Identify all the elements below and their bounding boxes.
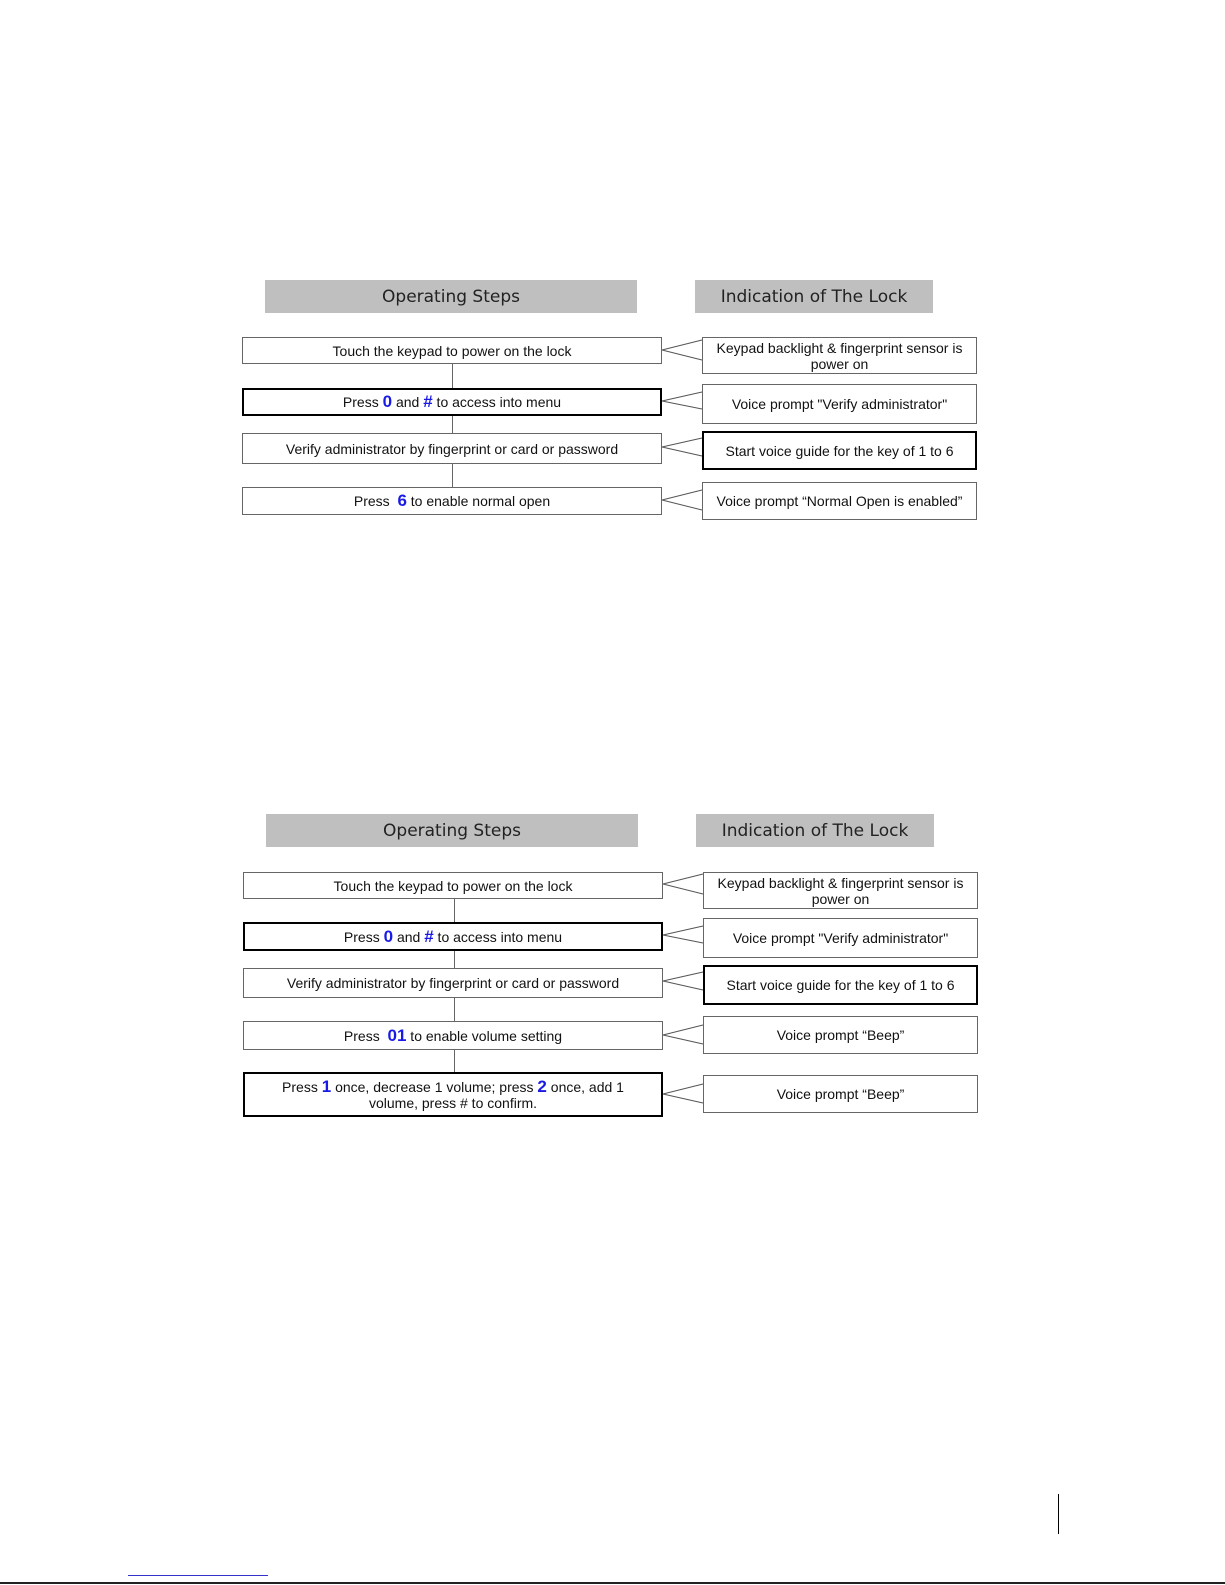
- indication-verify-admin: Voice prompt "Verify administrator": [702, 384, 977, 424]
- step-text: and: [392, 394, 424, 410]
- indication-voice-guide: Start voice guide for the key of 1 to 6: [703, 965, 978, 1005]
- step-text: Press: [342, 394, 383, 410]
- step-power-on: [243, 872, 663, 899]
- key-label: 6: [397, 491, 407, 510]
- step-text: to enable volume setting: [406, 1027, 563, 1044]
- indication-power-on: Keypad backlight & fingerprint sensor is power on: [703, 872, 978, 909]
- step-connector: [454, 998, 455, 1021]
- page-bottom-rule: [0, 1582, 1225, 1584]
- indication-beep: Voice prompt “Beep”: [703, 1075, 978, 1113]
- key-label: #: [424, 926, 434, 946]
- step-text: to access into menu: [433, 928, 563, 945]
- step-text: to access into menu: [432, 394, 562, 410]
- step-access-menu: [243, 922, 663, 951]
- step-text: Press: [353, 493, 398, 509]
- step-adjust-volume: [243, 1072, 663, 1117]
- indication-voice-guide: Start voice guide for the key of 1 to 6: [702, 431, 977, 470]
- step-verify-admin: [243, 968, 663, 998]
- key-label: 2: [537, 1076, 547, 1096]
- key-label: 01: [387, 1025, 407, 1045]
- indication-beep: Voice prompt “Beep”: [703, 1016, 978, 1054]
- key-label: 0: [383, 926, 394, 946]
- key-label: 1: [321, 1076, 332, 1096]
- indication-power-on: Keypad backlight & fingerprint sensor is power on: [702, 337, 977, 374]
- step-connector: [454, 898, 455, 922]
- step-text: Touch the keypad to power on the lock: [332, 342, 572, 359]
- step-text: Press: [282, 1078, 322, 1095]
- indication-normal-open: Voice prompt “Normal Open is enabled”: [702, 482, 977, 520]
- header-indication: Indication of The Lock: [696, 814, 934, 847]
- key-label: #: [423, 392, 433, 411]
- key-label: 0: [382, 392, 393, 411]
- header-operating-steps: Operating Steps: [266, 814, 638, 847]
- header-indication: Indication of The Lock: [695, 280, 933, 313]
- page-number-divider: [1058, 1494, 1059, 1534]
- step-text: Verify administrator by fingerprint or card or password: [286, 975, 620, 991]
- step-connector: [454, 951, 455, 968]
- step-text: Press: [343, 928, 384, 945]
- step-text: once, add 1 volume, press # to confirm.: [368, 1078, 624, 1111]
- step-text: and: [393, 928, 425, 945]
- step-text: Touch the keypad to power on the lock: [333, 877, 573, 894]
- indication-verify-admin: Voice prompt "Verify administrator": [703, 918, 978, 958]
- step-text: once, decrease 1 volume; press: [331, 1078, 538, 1095]
- header-operating-steps: Operating Steps: [265, 280, 637, 313]
- step-text-block: [259, 1076, 647, 1111]
- step-text: to enable normal open: [406, 493, 551, 509]
- step-text: Verify administrator by fingerprint or card or password: [285, 440, 619, 457]
- step-connector: [454, 1050, 455, 1072]
- footer-link-underline[interactable]: [128, 1575, 268, 1576]
- step-text: Press: [343, 1027, 388, 1044]
- step-volume-setting: [243, 1021, 663, 1050]
